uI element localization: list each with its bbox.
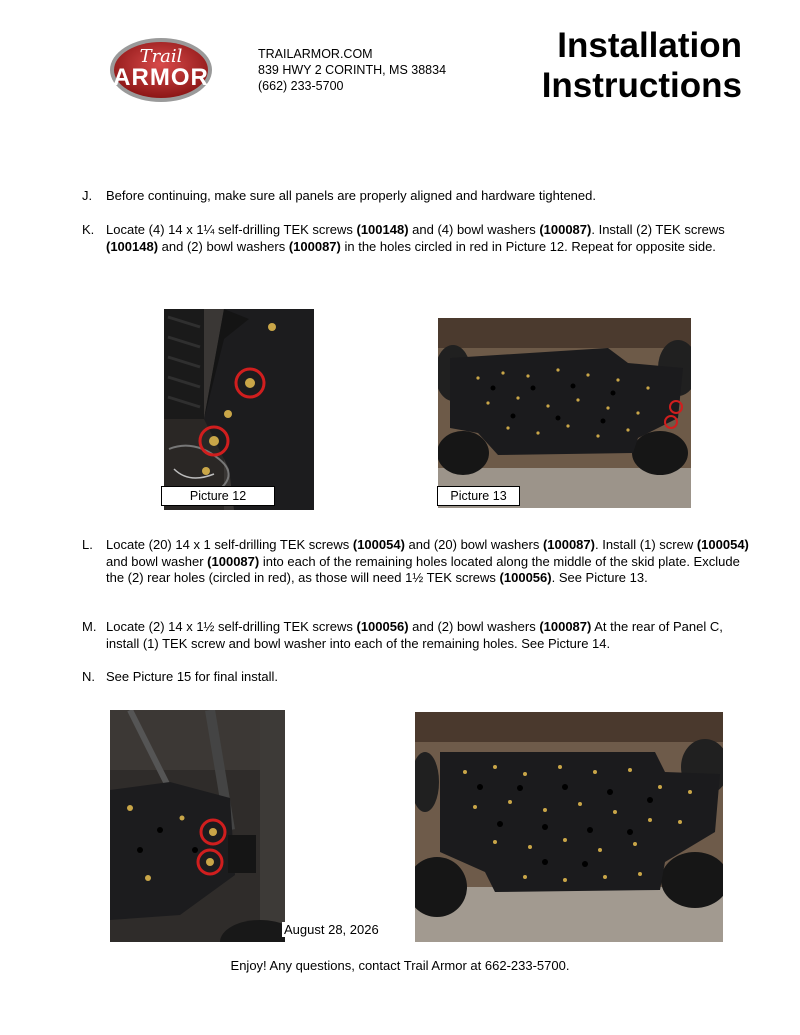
picture-13 [438, 318, 691, 508]
company-website: TRAILARMOR.COM [258, 47, 373, 61]
logo-line2: ARMOR [113, 64, 209, 91]
part-number: (100087) [207, 553, 260, 569]
step-letter: M. [82, 619, 97, 634]
step-text: See Picture 15 for final install. [106, 669, 278, 684]
part-number: (100056) [499, 570, 552, 585]
page-title-line2: Instructions [541, 66, 742, 105]
part-number: (100054) [696, 537, 749, 552]
part-number: (100148) [356, 222, 409, 237]
step-letter: N. [82, 669, 95, 684]
picture-12-caption: Picture 12 [161, 486, 275, 506]
step-text: Locate (4) 14 x 1¼ self-drilling TEK screws (100148) and (4) bowl washers (100087). Install (2) TEK screws (100148) and (2) bowl washers (100087) in the holes circled in red in Picture 12. Repeat for opposite side. [106, 222, 725, 254]
step-n [82, 669, 752, 686]
page-title-line1: Installation [557, 26, 742, 65]
document-date: August 28, 2026 [284, 922, 379, 937]
step-text: Locate (20) 14 x 1 self-drilling TEK screws (100054) and (20) bowl washers (100087). Install (1) screw (100054) and bowl washer (100087) into each of the remaining holes located along the middle of the skid plate. Exclude the (2) rear holes (circled in red), as those will need 1½ TEK screws (100056). See Picture 13. [106, 537, 749, 585]
step-l [82, 537, 752, 587]
step-text: Locate (2) 14 x 1½ self-drilling TEK screws (100056) and (2) bowl washers (100087) At the rear of Panel C, install (1) TEK screw and bowl washer into each of the remaining holes. See Picture 14. [106, 619, 723, 651]
picture-14 [110, 710, 285, 942]
step-letter: J. [82, 188, 93, 203]
step-text: Before continuing, make sure all panels are properly aligned and hardware tightened. [106, 188, 596, 203]
part-number: (100056) [356, 619, 409, 634]
part-number: (100148) [106, 238, 159, 254]
picture-12 [164, 309, 314, 510]
company-address: 839 HWY 2 CORINTH, MS 38834 [258, 63, 447, 77]
company-info [258, 46, 446, 94]
picture-15 [415, 712, 723, 942]
logo-line1: Trail [139, 46, 183, 67]
step-k [82, 222, 752, 255]
footer-contact: Enjoy! Any questions, contact Trail Armor at 662-233-5700. [230, 958, 570, 973]
step-m [82, 619, 752, 652]
part-number: (100087) [539, 222, 592, 237]
step-j [82, 188, 752, 205]
part-number: (100087) [542, 537, 595, 552]
page-title [542, 26, 742, 106]
step-letter: K. [82, 222, 95, 237]
company-phone: (662) 233-5700 [258, 79, 344, 93]
part-number: (100054) [352, 537, 405, 552]
picture-13-caption: Picture 13 [437, 486, 520, 506]
part-number: (100087) [539, 619, 592, 634]
part-number: (100087) [288, 238, 341, 254]
step-letter: L. [82, 537, 93, 552]
trail-armor-logo [108, 36, 214, 104]
